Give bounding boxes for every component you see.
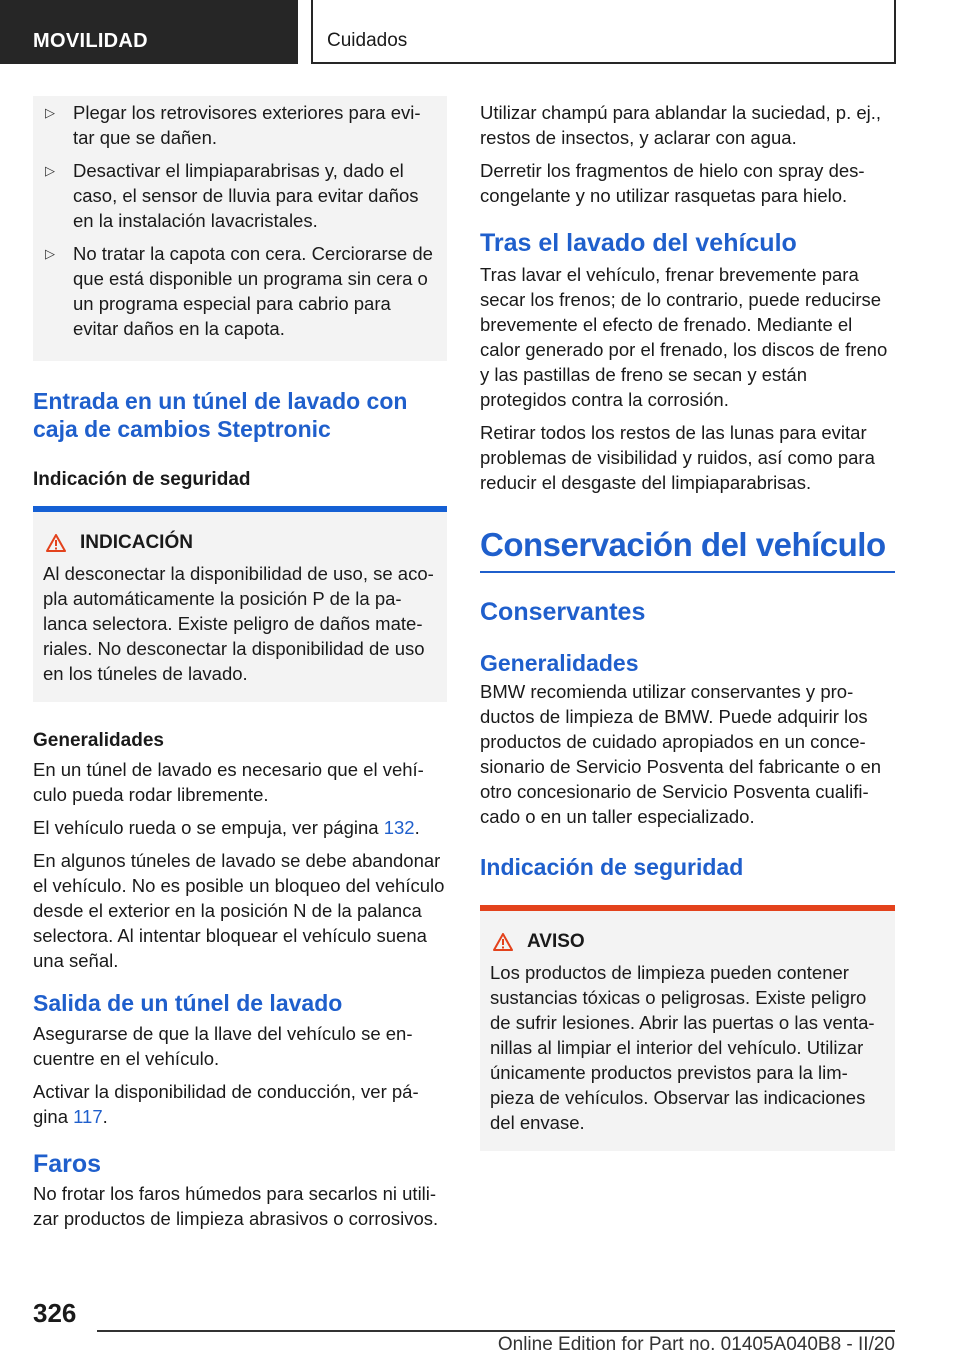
section-tab: MOVILIDAD <box>0 0 298 64</box>
triangle-bullet-icon: ▷ <box>45 163 55 178</box>
chapter-tab: Cuidados <box>311 0 896 64</box>
list-item: ▷ Desactivar el limpiaparabrisas y, dado el caso, el sensor de lluvia para evitar daños en la instalación lavacristales. <box>45 160 419 231</box>
heading-safety: Indicación de seguridad <box>480 854 744 880</box>
paragraph: No frotar los faros húmedos para secarlos ni utilizar productos de limpieza abrasivos o corrosivos. <box>33 1183 439 1229</box>
warning-triangle-icon <box>46 534 66 552</box>
warning-text: Los productos de limpieza pueden contener sustancias tóxicas o peligrosas. Existe peligro de sufrir lesiones. Abrir las puertas o las ventanillas al limpiar el interior del vehículo. Utilizar únicamente productos previstos para la limpieza de vehículos. Observar las indicaciones del envase. <box>490 962 875 1133</box>
paragraph: Derretir los fragmentos de hielo con spray descongelante y no utilizar rasquetas para hielo. <box>480 160 865 206</box>
paragraph: El vehículo rueda o se empuja, ver página 132. <box>33 817 420 838</box>
heading-conservation: Conservación del vehículo <box>480 525 895 573</box>
list-item: ▷ Plegar los retrovisores exteriores para evitar que se dañen. <box>45 102 421 148</box>
warning-triangle-icon <box>493 933 513 951</box>
paragraph: BMW recomienda utilizar conservantes y productos de limpieza de BMW. Puede adquirir los productos de cuidado apropiados en un concesionario de Servicio Posventa del fabricante o en otro concesionario de Servicio Posventa cualificado o en un taller especializado. <box>480 681 882 827</box>
paragraph: Retirar todos los restos de las lunas para evitar problemas de visibilidad y ruidos, así como para reducir el desgaste del limpiaparabrisas. <box>480 422 875 493</box>
heading-faros: Faros <box>33 1150 102 1178</box>
paragraph: Asegurarse de que la llave del vehículo se encuentre en el vehículo. <box>33 1023 413 1069</box>
right-column <box>480 100 895 1151</box>
triangle-bullet-icon: ▷ <box>45 246 55 261</box>
paragraph: Activar la disponibilidad de conducción, ver página 117. <box>33 1081 419 1127</box>
paragraph: Utilizar champú para ablandar la suciedad, p. ej., restos de insectos, y aclarar con agua. <box>480 102 882 148</box>
notice-box <box>33 506 447 702</box>
heading-tunnel-exit: Salida de un túnel de lavado <box>33 990 343 1016</box>
paragraph: En un túnel de lavado es necesario que el vehículo pueda rodar libremente. <box>33 759 424 805</box>
page-link-117[interactable]: 117 <box>73 1106 103 1127</box>
heading-conservantes: Conservantes <box>480 598 646 626</box>
heading-tunnel-entry: Entrada en un túnel de lavado con caja de cambios Steptronic <box>33 388 408 442</box>
warning-title: AVISO <box>527 931 585 952</box>
notice-title: INDICACIÓN <box>80 532 193 553</box>
precautions-box <box>33 96 447 361</box>
paragraph: Tras lavar el vehículo, frenar brevemente para secar los frenos; de lo contrario, puede reducirse brevemente el efecto de frenado. Mediante el calor generado por el frenado, los discos de freno y las pastillas de freno se secan y están protegidos contra la corrosión. <box>480 264 888 410</box>
heading-safety: Indicación de seguridad <box>33 469 251 490</box>
notice-text: Al desconectar la disponibilidad de uso, se acopla automáticamente la posición P de la palanca selectora. Existe peligro de daños materiales. No desconectar la disponibilidad de uso en los túneles de lavado. <box>43 563 434 684</box>
footer-divider <box>97 1330 895 1332</box>
warning-box <box>480 905 895 1151</box>
heading-general: Generalidades <box>480 650 639 676</box>
page-link-132[interactable]: 132 <box>383 817 415 838</box>
page-number: 326 <box>33 1298 77 1328</box>
heading-general: Generalidades <box>33 730 164 751</box>
left-column <box>33 100 447 1239</box>
paragraph: En algunos túneles de lavado se debe abandonar el vehículo. No es posible un bloqueo del vehículo desde el exterior en la posición N de la palanca selectora. Al intentar bloquear el vehículo suena una señal. <box>33 850 445 971</box>
edition-text: Online Edition for Part no. 01405A040B8 - II/20 <box>497 1334 895 1355</box>
list-item: ▷ No tratar la capota con cera. Cerciorarse de que está disponible un programa sin cera o un programa especial para cabrio para evitar daños en la capota. <box>45 243 433 339</box>
triangle-bullet-icon: ▷ <box>45 105 55 120</box>
heading-after-wash: Tras el lavado del vehículo <box>480 229 797 257</box>
